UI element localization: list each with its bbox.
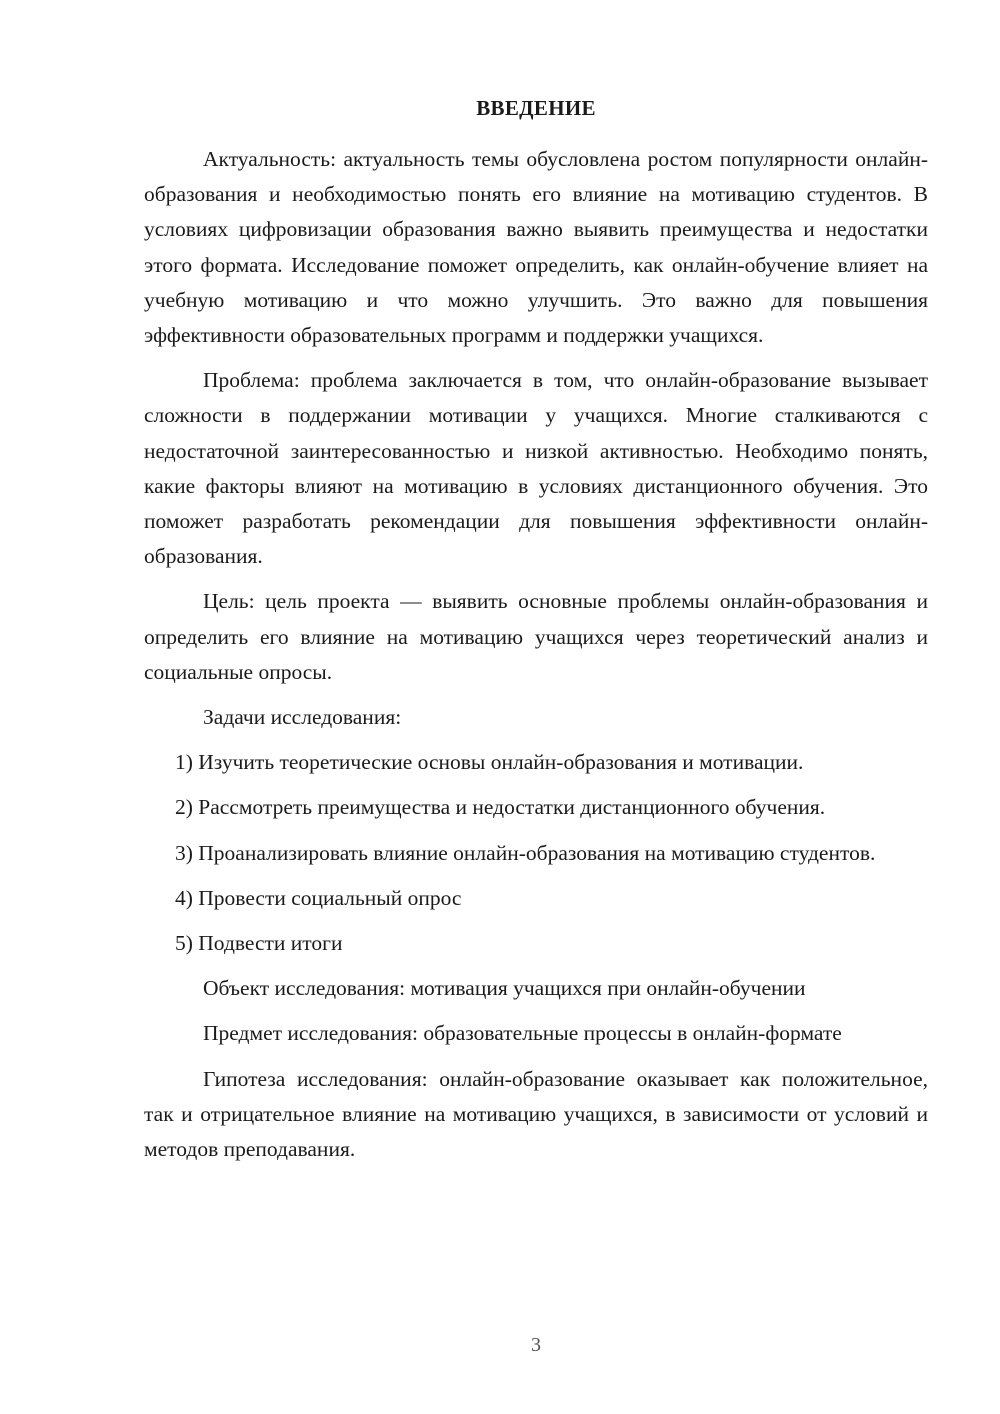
body-text <box>144 142 928 1167</box>
task-item: 4) Провести социальный опрос <box>175 885 462 910</box>
tasks-title: Задачи исследования: <box>203 705 402 730</box>
paragraph-goal: Цель: цель проекта — выявить основные проблемы онлайн-образования и определить его влияние на мотивацию учащихся через теоретический анализ и социальные опросы. <box>144 589 928 684</box>
task-item: 5) Подвести итоги <box>175 931 343 956</box>
task-item: 3) Проанализировать влияние онлайн-образования на мотивацию студентов. <box>175 840 876 865</box>
paragraph-hypothesis: Гипотеза исследования: онлайн-образование оказывает как положительное, так и отрицательное влияние на мотивацию учащихся, в зависимости от условий и методов преподавания. <box>144 1066 928 1162</box>
page-number: 3 <box>531 1334 541 1356</box>
paragraph-relevance: Актуальность: актуальность темы обусловлена ростом популярности онлайн-образования и необходимостью понять его влияние на мотивацию студентов. В условиях цифровизации образования важно выявить преимущества и недостатки этого формата. Исследование поможет определить, как онлайн-обучение влияет на учебную мотивацию и что можно улучшить. Это важно для повышения эффективности образовательных программ и поддержки учащихся. <box>144 147 928 348</box>
section-heading: ВВЕДЕНИЕ <box>476 96 596 120</box>
paragraph-object: Объект исследования: мотивация учащихся при онлайн-обучении <box>203 976 806 1001</box>
paragraph-subject: Предмет исследования: образовательные процессы в онлайн-формате <box>203 1021 842 1046</box>
task-item: 2) Рассмотреть преимущества и недостатки дистанционного обучения. <box>175 795 826 820</box>
paragraph-problem: Проблема: проблема заключается в том, что онлайн-образование вызывает сложности в поддержании мотивации у учащихся. Многие сталкиваются с недостаточной заинтересованностью и низкой активностью. Необходимо понять, какие факторы влияют на мотивацию в условиях дистанционного обучения. Это поможет разработать рекомендации для повышения эффективности онлайн-образования. <box>144 368 928 569</box>
task-item: 1) Изучить теоретические основы онлайн-образования и мотивации. <box>175 750 804 775</box>
